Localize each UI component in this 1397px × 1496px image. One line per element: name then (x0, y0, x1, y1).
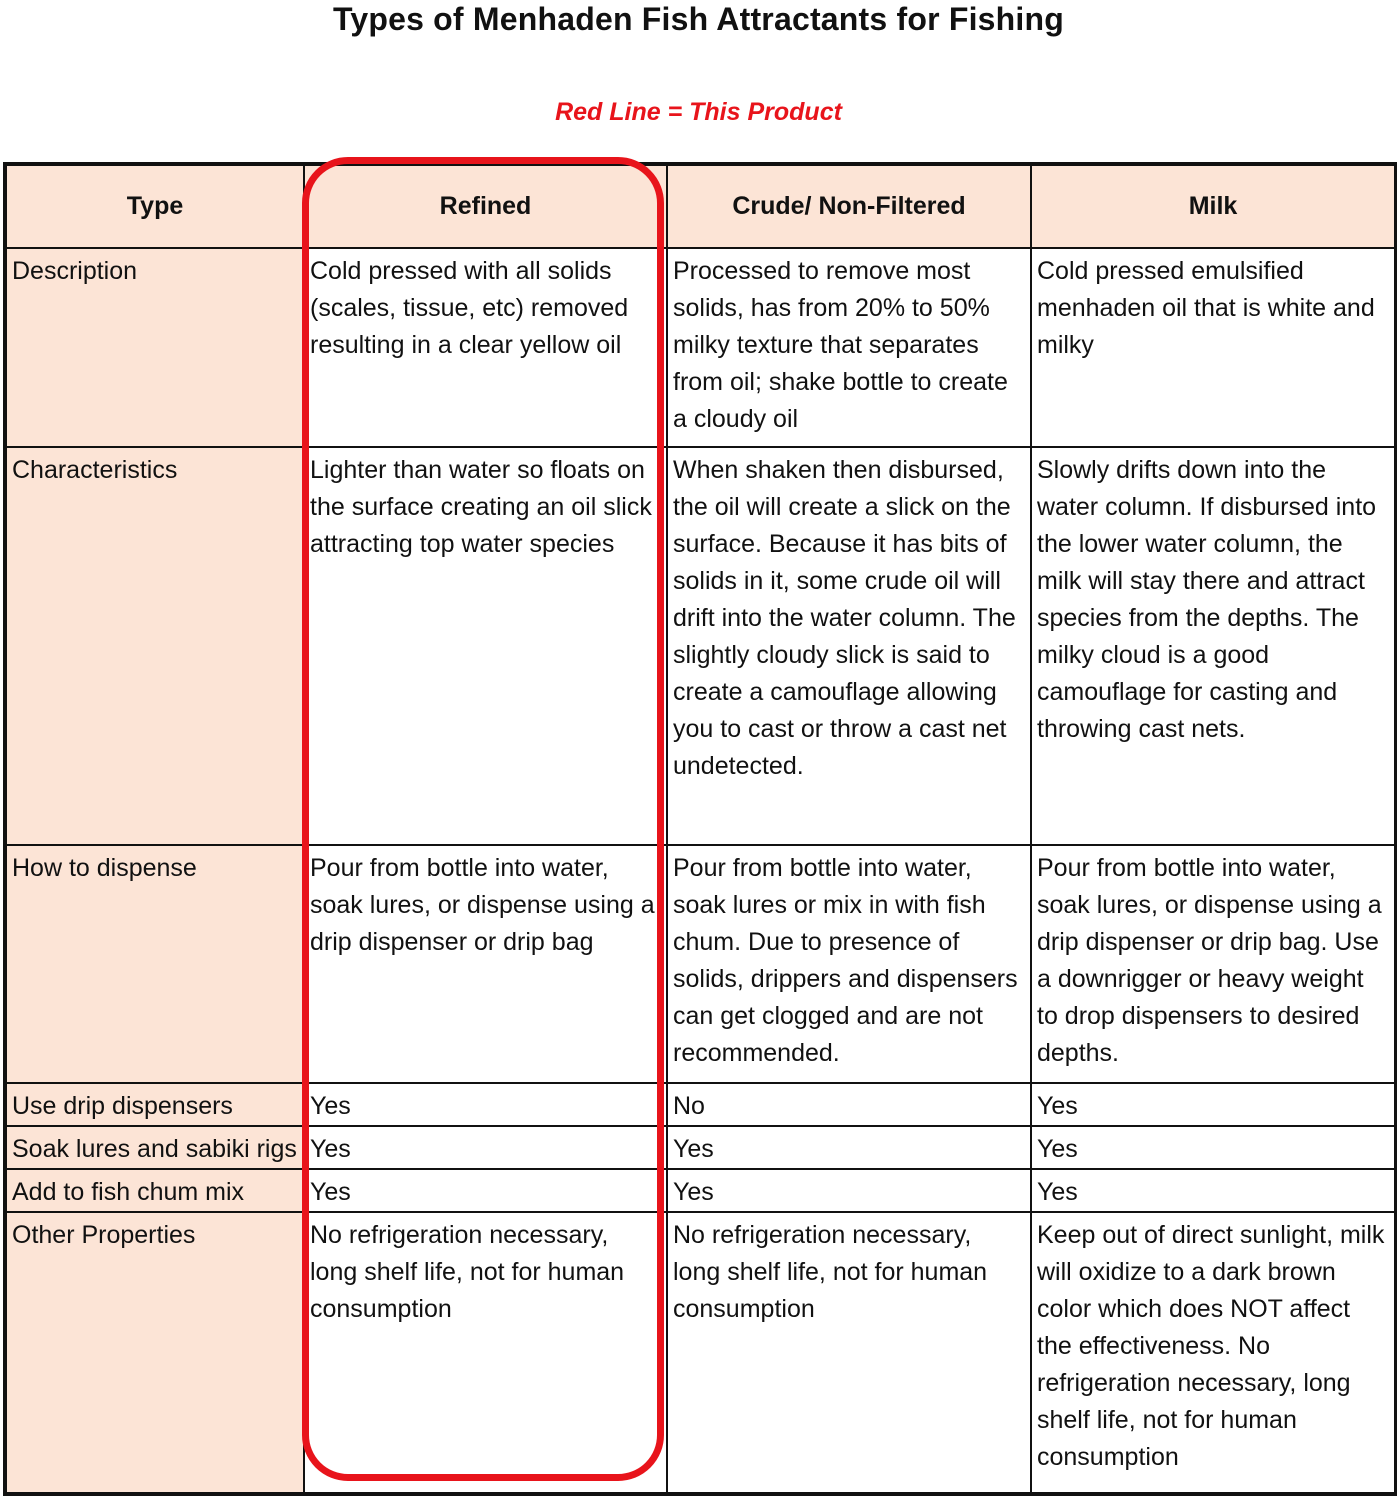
row-label-characteristics: Characteristics (5, 447, 304, 845)
header-row (5, 164, 1396, 248)
comparison-table (3, 162, 1397, 1496)
cell-crude-soak: Yes (667, 1126, 1031, 1169)
cell-refined-other: No refrigeration necessary, long shelf life, not for human consumption (304, 1212, 667, 1494)
row-label-description: Description (5, 248, 304, 447)
cell-refined-characteristics: Lighter than water so floats on the surface creating an oil slick attracting top water species (304, 447, 667, 845)
cell-milk-description: Cold pressed emulsified menhaden oil that is white and milky (1031, 248, 1396, 447)
table-row (5, 845, 1396, 1083)
cell-crude-dispense: Pour from bottle into water, soak lures or mix in with fish chum. Due to presence of solids, drippers and dispensers can get clogged and are not recommended. (667, 845, 1031, 1083)
header-milk: Milk (1031, 164, 1396, 248)
table-row (5, 1212, 1396, 1494)
cell-refined-dispense: Pour from bottle into water, soak lures, or dispense using a drip dispenser or drip bag (304, 845, 667, 1083)
cell-crude-other: No refrigeration necessary, long shelf life, not for human consumption (667, 1212, 1031, 1494)
cell-crude-chum: Yes (667, 1169, 1031, 1212)
header-type: Type (5, 164, 304, 248)
cell-refined-description: Cold pressed with all solids (scales, tissue, etc) removed resulting in a clear yellow oil (304, 248, 667, 447)
cell-crude-characteristics: When shaken then disbursed, the oil will create a slick on the surface. Because it has bits of solids in it, some crude oil will drift into the water column. The slightly cloudy slick is said to create a camouflage allowing you to cast or throw a cast net undetected. (667, 447, 1031, 845)
table-row (5, 248, 1396, 447)
table-row (5, 447, 1396, 845)
row-label-drip-dispensers: Use drip dispensers (5, 1083, 304, 1126)
cell-crude-description: Processed to remove most solids, has from 20% to 50% milky texture that separates from oil; shake bottle to create a cloudy oil (667, 248, 1031, 447)
cell-milk-chum: Yes (1031, 1169, 1396, 1212)
legend-note: Red Line = This Product (555, 98, 842, 126)
cell-milk-characteristics: Slowly drifts down into the water column. If disbursed into the lower water column, the milk will stay there and attract species from the depths. The milky cloud is a good camouflage for casting and throwing cast nets. (1031, 447, 1396, 845)
table-row (5, 1169, 1396, 1212)
cell-crude-drip: No (667, 1083, 1031, 1126)
cell-milk-other: Keep out of direct sunlight, milk will oxidize to a dark brown color which does NOT affect the effectiveness. No refrigeration necessary, long shelf life, not for human consumption (1031, 1212, 1396, 1494)
cell-milk-dispense: Pour from bottle into water, soak lures, or dispense using a drip dispenser or drip bag. Use a downrigger or heavy weight to drop dispensers to desired depths. (1031, 845, 1396, 1083)
table-row (5, 1126, 1396, 1169)
header-refined: Refined (304, 164, 667, 248)
cell-milk-drip: Yes (1031, 1083, 1396, 1126)
row-label-how-to-dispense: How to dispense (5, 845, 304, 1083)
cell-refined-chum: Yes (304, 1169, 667, 1212)
row-label-chum-mix: Add to fish chum mix (5, 1169, 304, 1212)
header-crude: Crude/ Non-Filtered (667, 164, 1031, 248)
cell-milk-soak: Yes (1031, 1126, 1396, 1169)
row-label-soak-lures: Soak lures and sabiki rigs (5, 1126, 304, 1169)
page-title: Types of Menhaden Fish Attractants for Fishing (332, 1, 1065, 37)
cell-refined-soak: Yes (304, 1126, 667, 1169)
cell-refined-drip: Yes (304, 1083, 667, 1126)
row-label-other-properties: Other Properties (5, 1212, 304, 1494)
table-row (5, 1083, 1396, 1126)
